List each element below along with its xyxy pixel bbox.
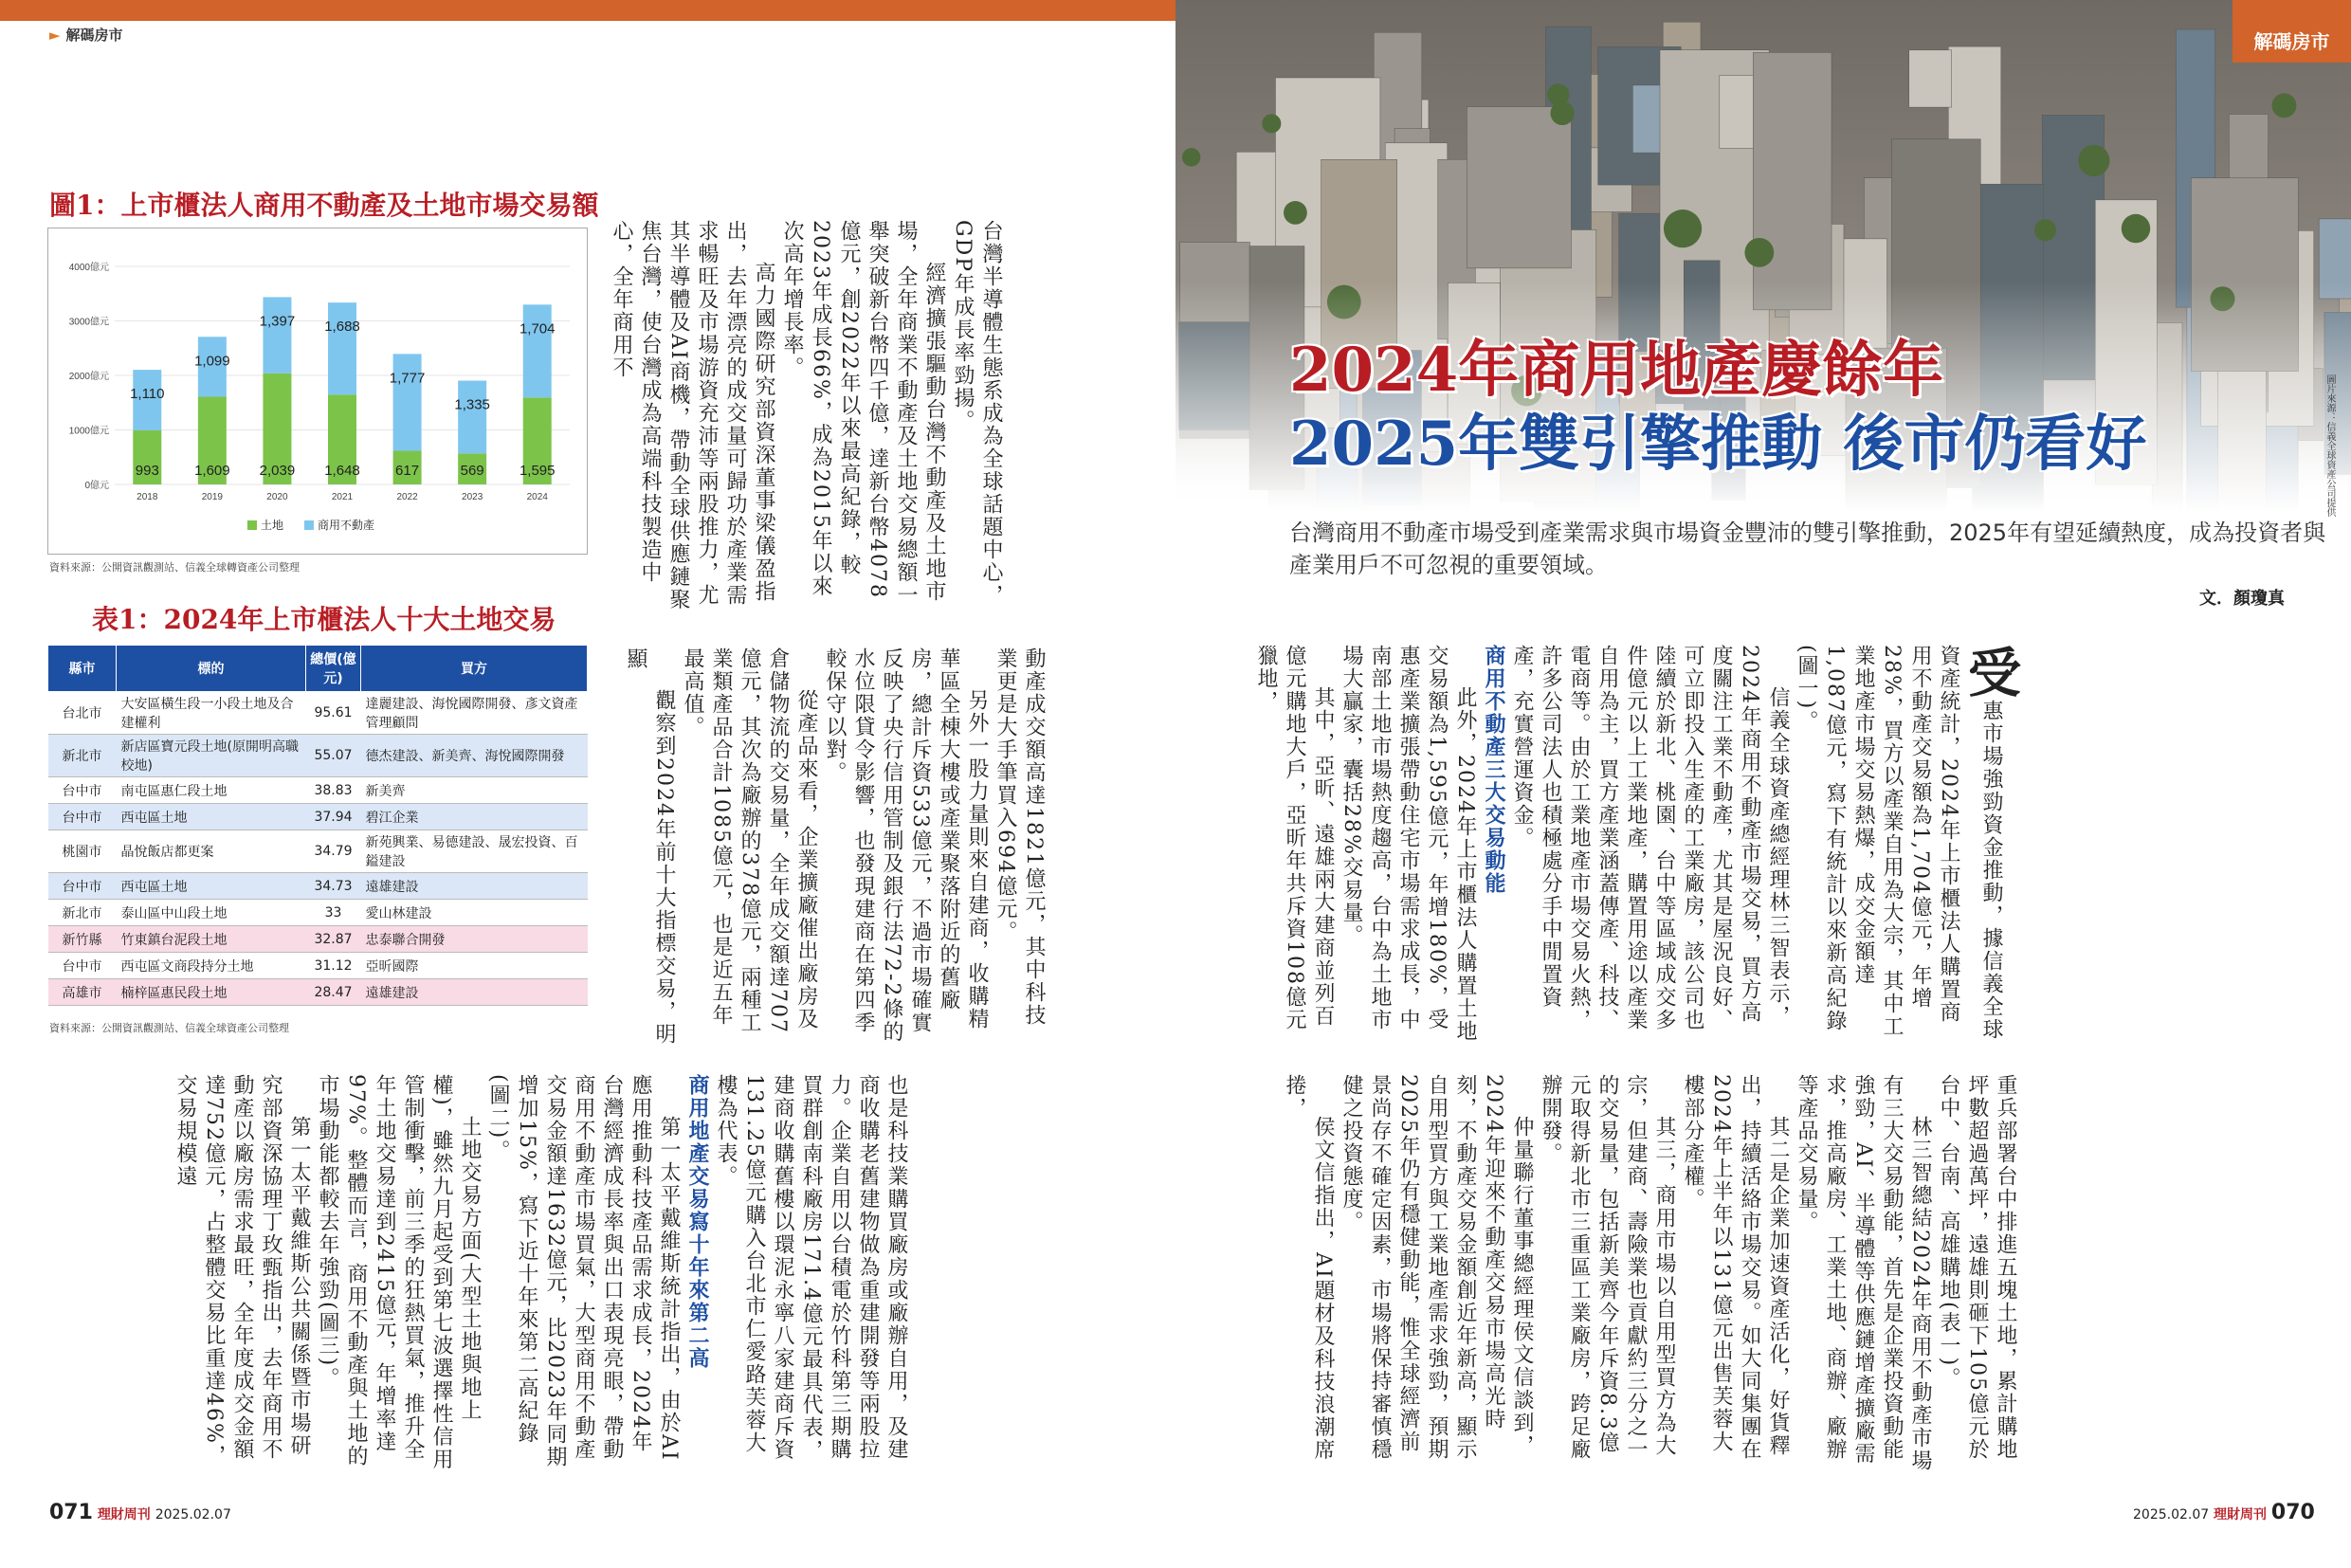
data-label: 1,609 [194, 463, 230, 479]
cell-target: 晶悅飯店都更案 [117, 830, 306, 873]
bar-commercial [263, 297, 291, 373]
bar-commercial [328, 302, 356, 394]
y-tick-label: 3000億元 [68, 317, 109, 328]
cell-buyer: 亞昕國際 [361, 953, 588, 979]
table-row [48, 777, 588, 804]
paragraph: 經濟擴張驅動台灣不動產及土地市場，全年商業不動產及土地交易總額一舉突破新台幣四千億，達新台幣4078億元，創2022年以來最高紀錄，較2023年成長66%，成為2015年以來次高年增長率。 [780, 220, 946, 607]
table-row [48, 953, 588, 979]
cell-target: 南屯區惠仁段土地 [117, 777, 306, 804]
cell-target: 竹東鎮台泥段土地 [117, 926, 306, 953]
cell-buyer: 遠雄建設 [361, 979, 588, 1006]
paragraph: 第一太平戴維斯公共關係暨市場研究部資深協理丁玫甄指出，去年商用不動產以廠房需求最旺，全年度成交金額達752億元，占整體交易比重達46%，交易規模遠 [173, 1074, 311, 1468]
cell-city: 台中市 [48, 804, 117, 830]
cell-buyer: 新美齊 [361, 777, 588, 804]
paragraph: 也是科技業購買廠房或廠辦自用，及建商收購老舊建物做為重建開發等兩股拉力。企業自用以台積電於竹科第三期購買群創南科廠房171.4億元最具代表，建商收購舊樓以環泥永寧八家建商斥資131.25億元購入台北市仁愛路芙蓉大樓為代表。 [714, 1074, 908, 1462]
section-tag [49, 25, 123, 45]
th-city: 縣市 [48, 646, 117, 692]
dropcap: 受 [1959, 645, 2022, 700]
table1-title: 表1：2024年上市櫃法人十大土地交易 [92, 604, 556, 635]
paragraph: 信義全球資產總經理林三智表示，2024年商用不動產市場交易，買方高度關注工業不動產，尤其是屋況良好、可立即投入生產的工業廠房，該公司也陸續於新北、桃園、台中等區域成交多件億元以上工業地產，購置用途以產業自用為主，買方產業涵蓋傳產、科技、電商等。由於工業地產市場交易火熱，許多公司法人也積極處分手中閒置資產，充實營運資金。 [1510, 645, 1790, 1031]
left-text-col-1 [607, 220, 1005, 618]
table-row [48, 926, 588, 953]
cell-price: 95.61 [306, 692, 361, 735]
right-page [1176, 0, 2351, 1568]
arrow-icon: ► [49, 27, 61, 44]
paragraph: 其二是企業加速資產活化，好貨釋出，持續活絡市場交易。如大同集團在2024年上半年以131億元出售芙蓉大樓部分產權。 [1681, 1074, 1790, 1461]
table-row [48, 692, 588, 735]
cell-price: 55.07 [306, 735, 361, 777]
paragraph: 從產品來看，企業擴廠催出廠房及倉儲物流的交易量，全年成交額達707億元，其次為廠辦的378億元，兩種工業類產品合計1085億元，也是近五年最高值。 [681, 647, 818, 1034]
paragraph: 侯文信指出，AI題材及科技浪潮席捲， [1283, 1074, 1335, 1462]
cell-buyer: 達麗建設、海悅國際開發、彥文資產管理顧問 [361, 692, 588, 735]
cell-price: 31.12 [306, 953, 361, 979]
left-text-col-3 [171, 1074, 910, 1472]
table1-source: 資料來源：公開資訊觀測站、信義全球資產公司整理 [49, 1022, 289, 1034]
data-label: 1,110 [130, 386, 165, 403]
cell-target: 西屯區土地 [117, 873, 306, 900]
cell-price: 34.73 [306, 873, 361, 900]
paragraph: 第一太平戴維斯統計指出，由於AI應用推動科技產品需求成長，2024年台灣經濟成長率與出口表現亮眼，帶動商用不動產市場買氣，大型商用不動產交易金額達1632億元，比2023年同期增加15%，寫下近十年來第二高紀錄(圖二)。 [486, 1074, 681, 1468]
cell-city: 新北市 [48, 900, 117, 926]
data-label: 569 [460, 463, 484, 479]
figure1-title: 圖1：上市櫃法人商用不動產及土地市場交易額 [49, 190, 599, 221]
chart-svg [48, 228, 589, 556]
brand: 理財周刊 [97, 1507, 151, 1522]
cell-city: 台中市 [48, 953, 117, 979]
cell-target: 西屯區文商段持分土地 [117, 953, 306, 979]
cell-price: 37.94 [306, 804, 361, 830]
cell-buyer: 遠雄建設 [361, 873, 588, 900]
paragraph-text: 惠市場強勁資金推動，據信義全球資產統計，2024年上市櫃法人購置商用不動產交易額為1,704億元，年增28%，買方以產業自用為大宗，其中工業地產市場交易熱爆，成交金額達1,087億元，寫下有統計以來新高紀錄(圖一)。 [1795, 645, 2003, 1041]
legend-label: 商用不動產 [318, 519, 375, 532]
data-label: 1,099 [194, 353, 230, 370]
headline-line2: 2025年雙引擎推動 後市仍看好 [1289, 409, 2147, 480]
figure1-source: 資料來源：公開資訊觀測站、信義全球轉資產公司整理 [49, 561, 300, 574]
table-row [48, 873, 588, 900]
page-number: 070 [2270, 1501, 2315, 1524]
th-target: 標的 [117, 646, 306, 692]
paragraph: 台灣半導體生態系成為全球話題中心，GDP年成長率勁揚。 [951, 220, 1003, 607]
cell-price: 34.79 [306, 830, 361, 873]
figure1-chart [47, 228, 588, 555]
y-tick-label: 1000億元 [68, 426, 109, 437]
cell-target: 楠梓區惠民段土地 [117, 979, 306, 1006]
paragraph: 其三，商用市場以自用型買方為大宗，但建商、壽險業也貢獻約三分之一的交易量，包括新美齊今年斥資8.3億元取得新北市三重區工業廠房，跨足廠辦開發。 [1539, 1074, 1676, 1461]
headline [1289, 334, 2146, 482]
x-tick-label: 2024 [526, 492, 548, 502]
data-label: 1,704 [519, 320, 556, 337]
table-header-row [48, 646, 588, 692]
legend-swatch [304, 520, 314, 530]
data-label: 1,595 [519, 463, 556, 479]
data-label: 2,039 [259, 463, 296, 479]
right-text-col-1 [1251, 645, 2022, 1043]
cell-price: 38.83 [306, 777, 361, 804]
data-label: 1,397 [259, 313, 296, 330]
page-number: 071 [49, 1501, 93, 1524]
photo-credit: 圖片來源：信義全球資產公司提供 [2324, 374, 2335, 517]
cell-city: 桃園市 [48, 830, 117, 873]
cell-target: 大安區橫生段一小段土地及合建權利 [117, 692, 306, 735]
table-row [48, 900, 588, 926]
cell-city: 新竹縣 [48, 926, 117, 953]
cell-buyer: 忠泰聯合開發 [361, 926, 588, 953]
paragraph: 林三智總結2024年商用不動產市場有三大交易動能，首先是企業投資動能強勁，AI、半導體等供應鏈增產擴廠需求，推高廠房、工業土地、商辦、廠辦等產品交易量。 [1795, 1074, 1932, 1472]
cell-buyer: 愛山林建設 [361, 900, 588, 926]
y-tick-label: 2000億元 [68, 372, 109, 382]
y-tick-label: 4000億元 [68, 263, 109, 273]
cell-city: 高雄市 [48, 979, 117, 1006]
table-row [48, 979, 588, 1006]
x-tick-label: 2021 [331, 492, 354, 502]
paragraph: 另外一股力量則來自建商，收購精華區全棟大樓或產業聚落附近的舊廠房，總計斥資533億元，不過市場確實反映了央行信用管制及銀行法72-2條的水位限貸令影響，也發現建商在第四季較保守以對。 [823, 647, 989, 1044]
data-label: 1,648 [324, 463, 360, 479]
subheading: 商用不動產三大交易動能 [1482, 645, 1505, 895]
cell-target: 泰山區中山段土地 [117, 900, 306, 926]
brand: 理財周刊 [2214, 1507, 2268, 1522]
paragraph: 仲量聯行董事總經理侯文信談到，2024年迎來不動產交易市場高光時刻，不動產交易金額創近年新高，顯示自用型買方與工業地產需求強勁，預期2025年仍有穩健動能，惟全球經濟前景尚存不確定因素，市場將保持審慎穩健之投資態度。 [1340, 1074, 1534, 1461]
issue-date: 2025.02.07 [2133, 1507, 2210, 1522]
section-tag-label: 解碼房市 [65, 27, 123, 44]
cell-buyer: 新苑興業、易德建設、晟宏投資、百鎰建設 [361, 830, 588, 873]
data-label: 993 [135, 463, 159, 479]
right-text-col-2 [1280, 1074, 2019, 1472]
table1 [47, 645, 588, 1006]
cell-price: 33 [306, 900, 361, 926]
x-tick-label: 2018 [137, 492, 158, 502]
top-accent-bar [0, 0, 1176, 21]
table-row [48, 804, 588, 830]
subheading: 商用地產交易寫十年來第二高 [685, 1074, 709, 1370]
cell-city: 台中市 [48, 777, 117, 804]
paragraph: 其中，亞昕、遠雄兩大建商並列百億元購地大戶，亞昕年共斥資108億元獵地， [1254, 645, 1335, 1031]
th-price: 總價(億元) [306, 646, 361, 692]
section-tag-right: 解碼房市 [2233, 0, 2351, 63]
paragraph: 高力國際研究部資深董事梁儀盈指出，去年漂亮的成交量可歸功於產業需求暢旺及市場游資充沛等兩股推力，尤其半導體及AI商機，帶動全球供應鏈聚焦台灣，使台灣成為高端科技製造中心，全年商用不 [610, 220, 775, 611]
paragraph: 重兵部署台中排進五塊土地，累計購地坪數超過萬坪，遠雄則砸下105億元於台中、台南、高雄購地(表一)。 [1937, 1074, 2017, 1461]
folio-left [49, 1501, 231, 1524]
paragraph [1792, 645, 2022, 1043]
headline-line1: 2024年商用地產慶餘年 [1289, 335, 1944, 406]
legend-swatch [247, 520, 257, 530]
table-row [48, 830, 588, 873]
cell-price: 28.47 [306, 979, 361, 1006]
cell-target: 西屯區土地 [117, 804, 306, 830]
folio-right [2133, 1501, 2315, 1524]
x-tick-label: 2023 [462, 492, 483, 502]
data-label: 1,688 [324, 319, 360, 336]
x-tick-label: 2020 [266, 492, 288, 502]
y-tick-label: 0億元 [84, 481, 109, 491]
x-tick-label: 2019 [201, 492, 223, 502]
data-label: 1,335 [454, 396, 490, 413]
cell-city: 台北市 [48, 692, 117, 735]
legend-label: 土地 [261, 519, 284, 532]
paragraph: 土地交易方面(大型土地與地上權)，雖然九月起受到第七波選擇性信用管制衝擊，前三季的狂熱買氣，推升全年土地交易達到2415億元，年增率達97%。整體而言，商用不動產與土地的市場動能都較去年強勁(圖三)。 [316, 1074, 482, 1471]
table-row [48, 735, 588, 777]
x-tick-label: 2022 [396, 492, 418, 502]
paragraph: 觀察到2024年前十大指標交易，明顯 [624, 647, 676, 1046]
cell-buyer: 碧江企業 [361, 804, 588, 830]
paragraph: 動產成交額高達1821億元，其中科技業更是大手筆買入694億元。 [993, 647, 1046, 1027]
bar-commercial [458, 381, 486, 454]
byline: 文．顏瓊真 [2199, 589, 2285, 609]
left-text-col-2 [621, 647, 1048, 1046]
paragraph: 此外，2024年上市櫃法人購置土地交易額為1,595億元，年增180%，受惠產業擴張帶動住宅市場需求成長，中南部土地市場熱度趨高，台中為土地市場大贏家，囊括28%交易量。 [1340, 645, 1477, 1043]
issue-date: 2025.02.07 [155, 1507, 231, 1522]
cell-buyer: 德杰建設、新美齊、海悅國際開發 [361, 735, 588, 777]
cell-target: 新店區寶元段土地(原開明高職校地) [117, 735, 306, 777]
data-label: 1,777 [389, 370, 426, 387]
bar-commercial [523, 304, 552, 397]
bar-commercial [393, 354, 422, 450]
cell-city: 台中市 [48, 873, 117, 900]
deck: 台灣商用不動產市場受到產業需求與市場資金豐沛的雙引擎推動，2025年有望延續熱度，成為投資者與產業用戶不可忽視的重要領域。 [1289, 520, 2326, 578]
cell-price: 32.87 [306, 926, 361, 953]
data-label: 617 [395, 463, 420, 479]
cell-city: 新北市 [48, 735, 117, 777]
th-buyer: 買方 [361, 646, 588, 692]
